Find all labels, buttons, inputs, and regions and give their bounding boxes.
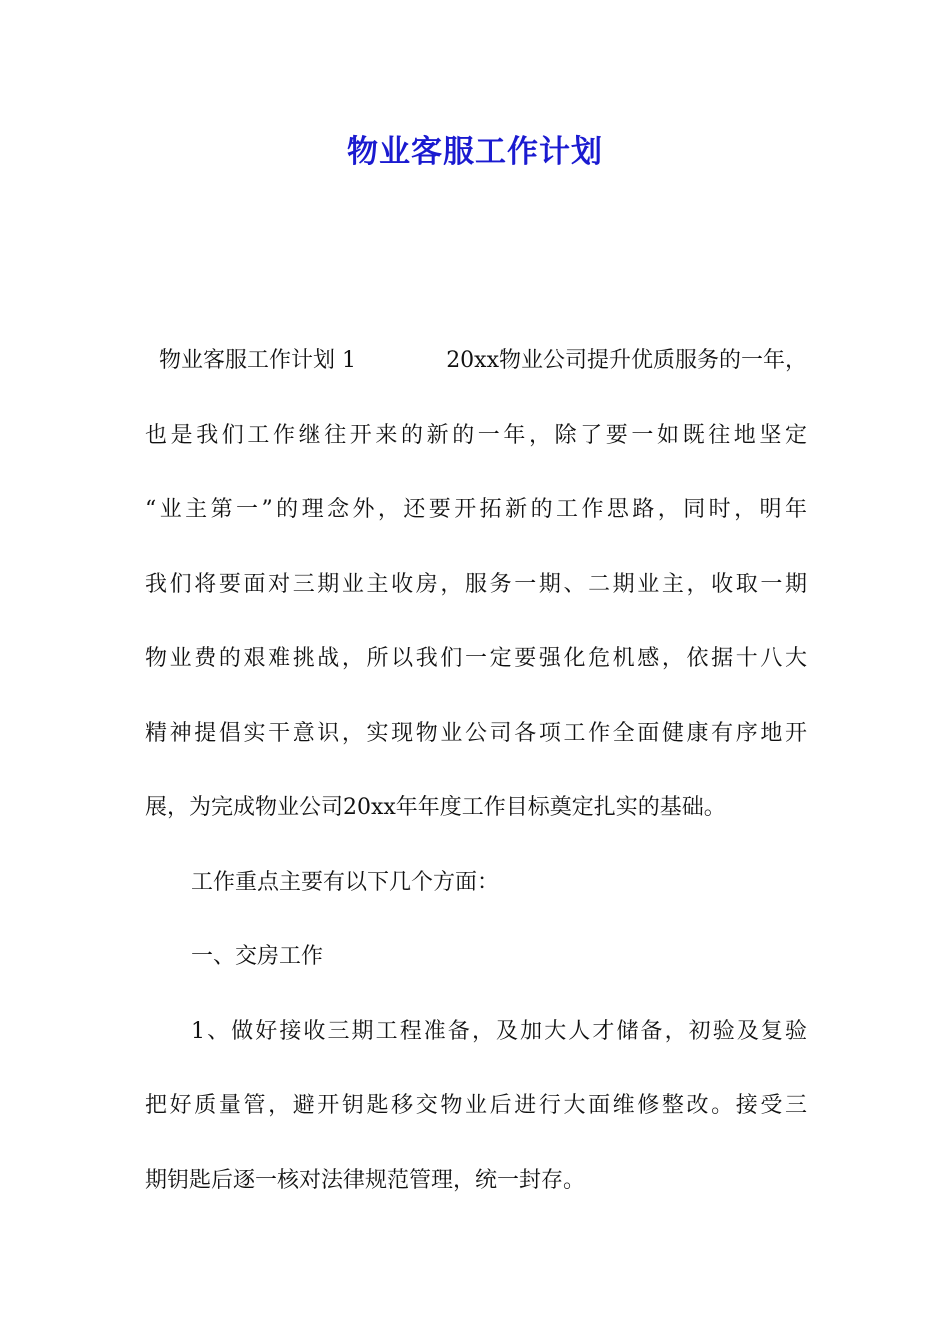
paragraph-text: 精神提倡实干意识，实现物业公司各项工作全面健康有序地开: [145, 720, 810, 746]
document-body: [145, 340, 811, 1234]
intro-line-3: [145, 489, 811, 564]
paragraph-text: 也是我们工作继往开来的新的一年，除了要一如既往地坚定: [145, 422, 811, 448]
item-1-line-3: [145, 1160, 807, 1235]
paragraph-text: 物业费的艰难挑战，所以我们一定要强化危机感，依据十八大: [145, 646, 810, 671]
paragraph-text: 把好质量管，避开钥匙移交物业后进行大面维修整改。接受三: [145, 1093, 810, 1118]
intro-heading: 物业客服工作计划 1: [159, 348, 356, 373]
item-1-line-1: [145, 1011, 810, 1086]
section-heading: [145, 936, 807, 1011]
intro-line-6: [145, 713, 810, 788]
paragraph-text: 工作重点主要有以下几个方面：: [191, 869, 500, 895]
intro-line-5: [145, 638, 810, 713]
intro-line-2: [145, 415, 811, 490]
section-heading-text: 一、交房工作: [191, 944, 324, 969]
intro-line-4: [145, 564, 810, 639]
paragraph-text: “业主第一”的理念外，还要开拓新的工作思路，同时，明年: [145, 497, 811, 522]
intro-line-7: [145, 787, 807, 862]
document-title: 物业客服工作计划: [347, 134, 603, 170]
paragraph-text: 1、做好接收三期工程准备，及加大人才储备，初验及复验: [191, 1018, 810, 1044]
paragraph-text: 我们将要面对三期业主收房，服务一期、二期业主，收取一期: [145, 571, 810, 597]
item-1-line-2: [145, 1085, 810, 1160]
paragraph-text: 展，为完成物业公司20xx年年度工作目标奠定扎实的基础。: [145, 795, 726, 820]
paragraph-text: 期钥匙后逐一核对法律规范管理，统一封存。: [145, 1167, 586, 1193]
intro-line-1: [145, 340, 807, 415]
focus-intro: [145, 862, 807, 937]
intro-line-1-text: 20xx物业公司提升优质服务的一年，: [446, 348, 807, 373]
